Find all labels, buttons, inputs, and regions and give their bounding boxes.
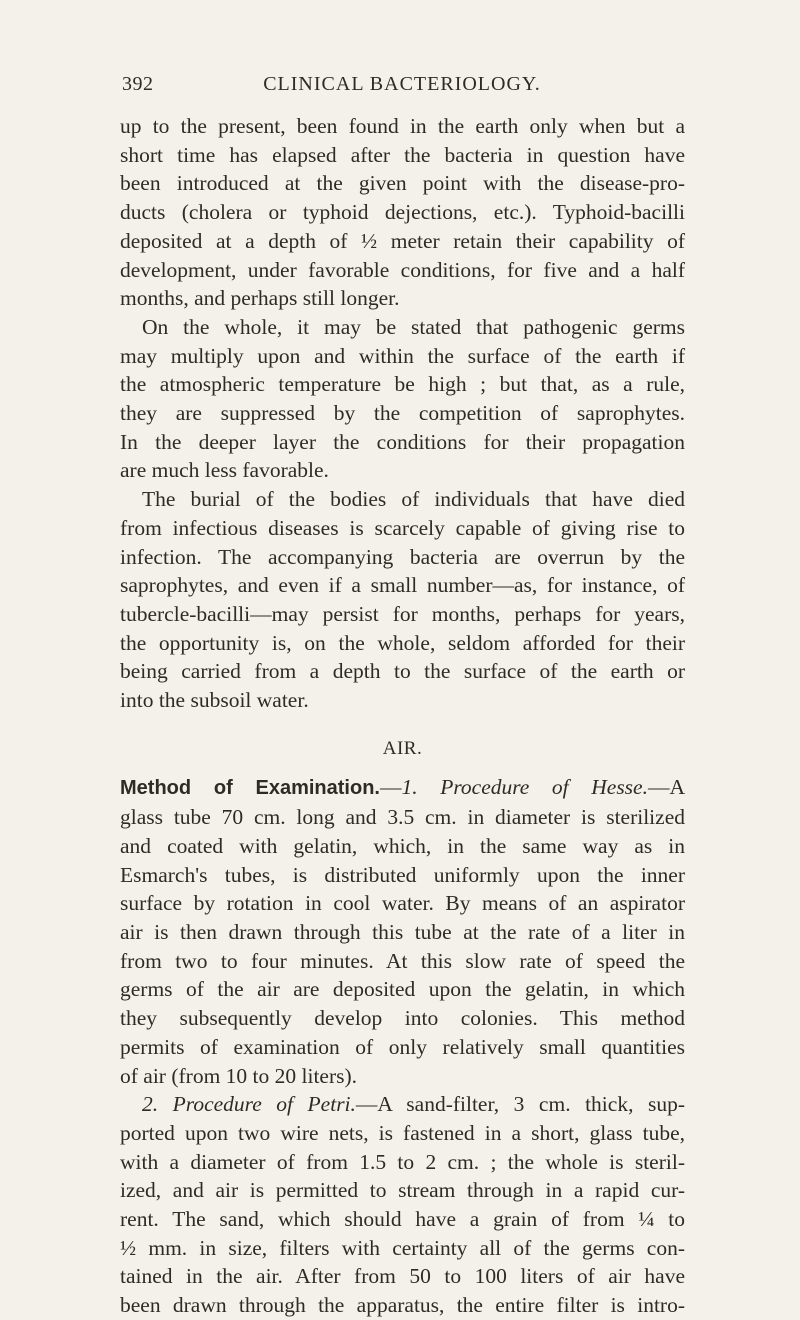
text-line: development, under favorable conditions, for five and a half — [120, 257, 685, 282]
text-line: infection. The accompanying bacteria are overrun by the — [120, 544, 685, 569]
text-line: months, and perhaps still longer. — [120, 286, 400, 311]
text-line: ½ mm. in size, filters with certainty all of the germs con- — [120, 1235, 685, 1260]
text-line: the opportunity is, on the whole, seldom afforded for their — [120, 630, 685, 655]
text-line: from infectious diseases is scarcely capable of giving rise to — [120, 515, 685, 540]
procedure-petri: 2. Procedure of Petri. — [142, 1092, 356, 1117]
page-body — [120, 112, 685, 1320]
text-line: ported upon two wire nets, is fastened in a short, glass tube, — [120, 1120, 685, 1145]
text-line: with a diameter of from 1.5 to 2 cm. ; the whole is steril- — [120, 1149, 685, 1174]
text-line: ized, and air is permitted to stream through in a rapid cur- — [120, 1178, 685, 1203]
dash: — — [379, 775, 402, 800]
text-line: ducts (cholera or typhoid dejections, etc.). Typhoid-bacilli — [120, 200, 685, 225]
text-line: saprophytes, and even if a small number—as, for instance, of — [120, 573, 685, 598]
text-line: and coated with gelatin, which, in the same way as in — [120, 833, 685, 858]
text-line: On the whole, it may be stated that pathogenic germs — [142, 314, 685, 339]
text-line: may multiply upon and within the surface of the earth if — [120, 343, 685, 368]
text-line: tained in the air. After from 50 to 100 liters of air have — [120, 1264, 685, 1289]
text-line: In the deeper layer the conditions for their propagation — [120, 429, 685, 454]
running-head: CLINICAL BACTERIOLOGY. — [263, 73, 541, 95]
text-line: the atmospheric temperature be high ; but that, as a rule, — [120, 372, 685, 397]
page-header — [122, 73, 682, 101]
text-line: air is then drawn through this tube at the rate of a liter in — [120, 919, 685, 944]
text-line: Esmarch's tubes, is distributed uniformly upon the inner — [120, 862, 685, 887]
text-fragment: —A sand-filter, 3 cm. thick, sup- — [355, 1092, 685, 1117]
text-fragment: —A — [647, 775, 685, 800]
text-line: are much less favorable. — [120, 458, 329, 483]
text-line: into the subsoil water. — [120, 688, 309, 713]
text-line — [120, 1090, 685, 1119]
section-heading: AIR. — [382, 737, 423, 759]
text-line: of air (from 10 to 20 liters). — [120, 1063, 358, 1088]
text-line: from two to four minutes. At this slow rate of speed the — [120, 948, 685, 973]
method-heading: Method of Examination. — [120, 777, 380, 800]
text-line — [120, 773, 685, 803]
text-line: being carried from a depth to the surface of the earth or — [120, 659, 685, 684]
text-line: up to the present, been found in the earth only when but a — [120, 114, 685, 138]
text-line: been drawn through the apparatus, the entire filter is intro- — [120, 1293, 685, 1318]
text-line: been introduced at the given point with the disease-pro- — [120, 171, 685, 196]
text-line: rent. The sand, which should have a grain of from ¼ to — [120, 1207, 685, 1232]
text-line: short time has elapsed after the bacteria in question have — [120, 142, 685, 167]
page-number: 392 — [122, 73, 154, 95]
text-line: surface by rotation in cool water. By means of an aspirator — [120, 891, 685, 916]
text-line: permits of examination of only relatively small quantities — [120, 1034, 685, 1059]
procedure-hesse: 1. Procedure of Hesse. — [401, 775, 648, 800]
text-line: they are suppressed by the competition of saprophytes. — [120, 401, 685, 426]
text-line: germs of the air are deposited upon the gelatin, in which — [120, 977, 685, 1002]
text-line: tubercle-bacilli—may persist for months, perhaps for years, — [120, 601, 685, 626]
text-line: deposited at a depth of ½ meter retain their capability of — [120, 228, 685, 253]
text-line: glass tube 70 cm. long and 3.5 cm. in diameter is sterilized — [120, 805, 685, 830]
text-line: they subsequently develop into colonies. This method — [120, 1006, 685, 1031]
text-line: The burial of the bodies of individuals that have died — [142, 487, 685, 512]
